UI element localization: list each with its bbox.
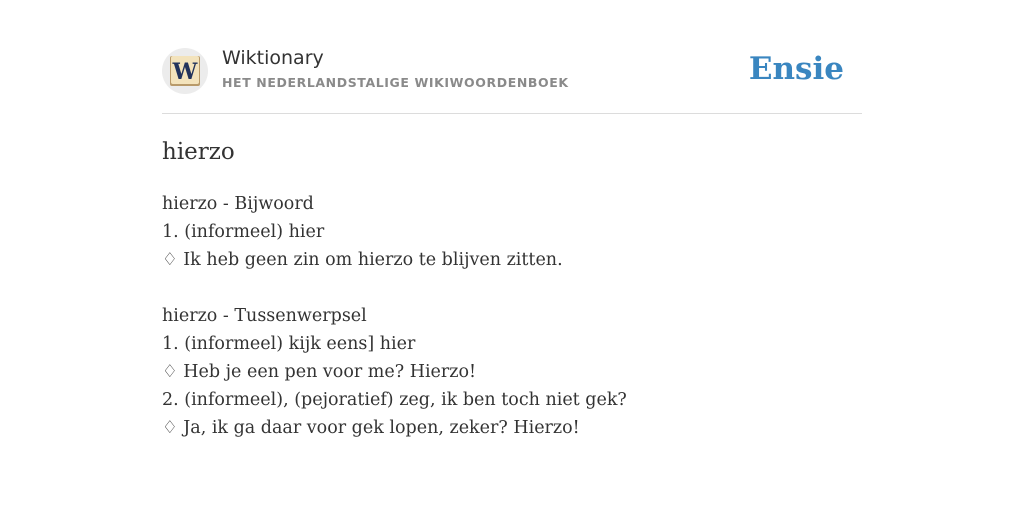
site-tagline: HET NEDERLANDSTALIGE WIKIWOORDENBOEK xyxy=(222,75,569,90)
definition-line: 1. (informeel) kijk eens] hier xyxy=(162,334,416,354)
definition-line: 1. (informeel) hier xyxy=(162,222,325,242)
example-line: ♢ Ja, ik ga daar voor gek lopen, zeker? Hierzo! xyxy=(162,418,580,438)
section-heading: hierzo - Tussenwerpsel xyxy=(162,306,367,326)
section-bijwoord xyxy=(162,190,627,274)
wiktionary-tile-icon xyxy=(168,54,202,88)
example-line: ♢ Heb je een pen voor me? Hierzo! xyxy=(162,362,477,382)
example-line: ♢ Ik heb geen zin om hierzo te blijven zitten. xyxy=(162,250,563,270)
logo-letter: W xyxy=(172,59,198,85)
wiktionary-logo[interactable] xyxy=(162,48,208,94)
section-tussenwerpsel xyxy=(162,302,627,442)
header xyxy=(162,0,862,114)
ensie-logo[interactable]: Ensie xyxy=(748,51,844,87)
definitions xyxy=(162,190,627,442)
page xyxy=(162,0,862,438)
page-title: hierzo xyxy=(162,139,235,165)
section-heading: hierzo - Bijwoord xyxy=(162,194,314,214)
site-name[interactable]: Wiktionary xyxy=(222,47,324,69)
definition-line: 2. (informeel), (pejoratief) zeg, ik ben toch niet gek? xyxy=(162,390,627,410)
section-spacer xyxy=(162,274,627,302)
